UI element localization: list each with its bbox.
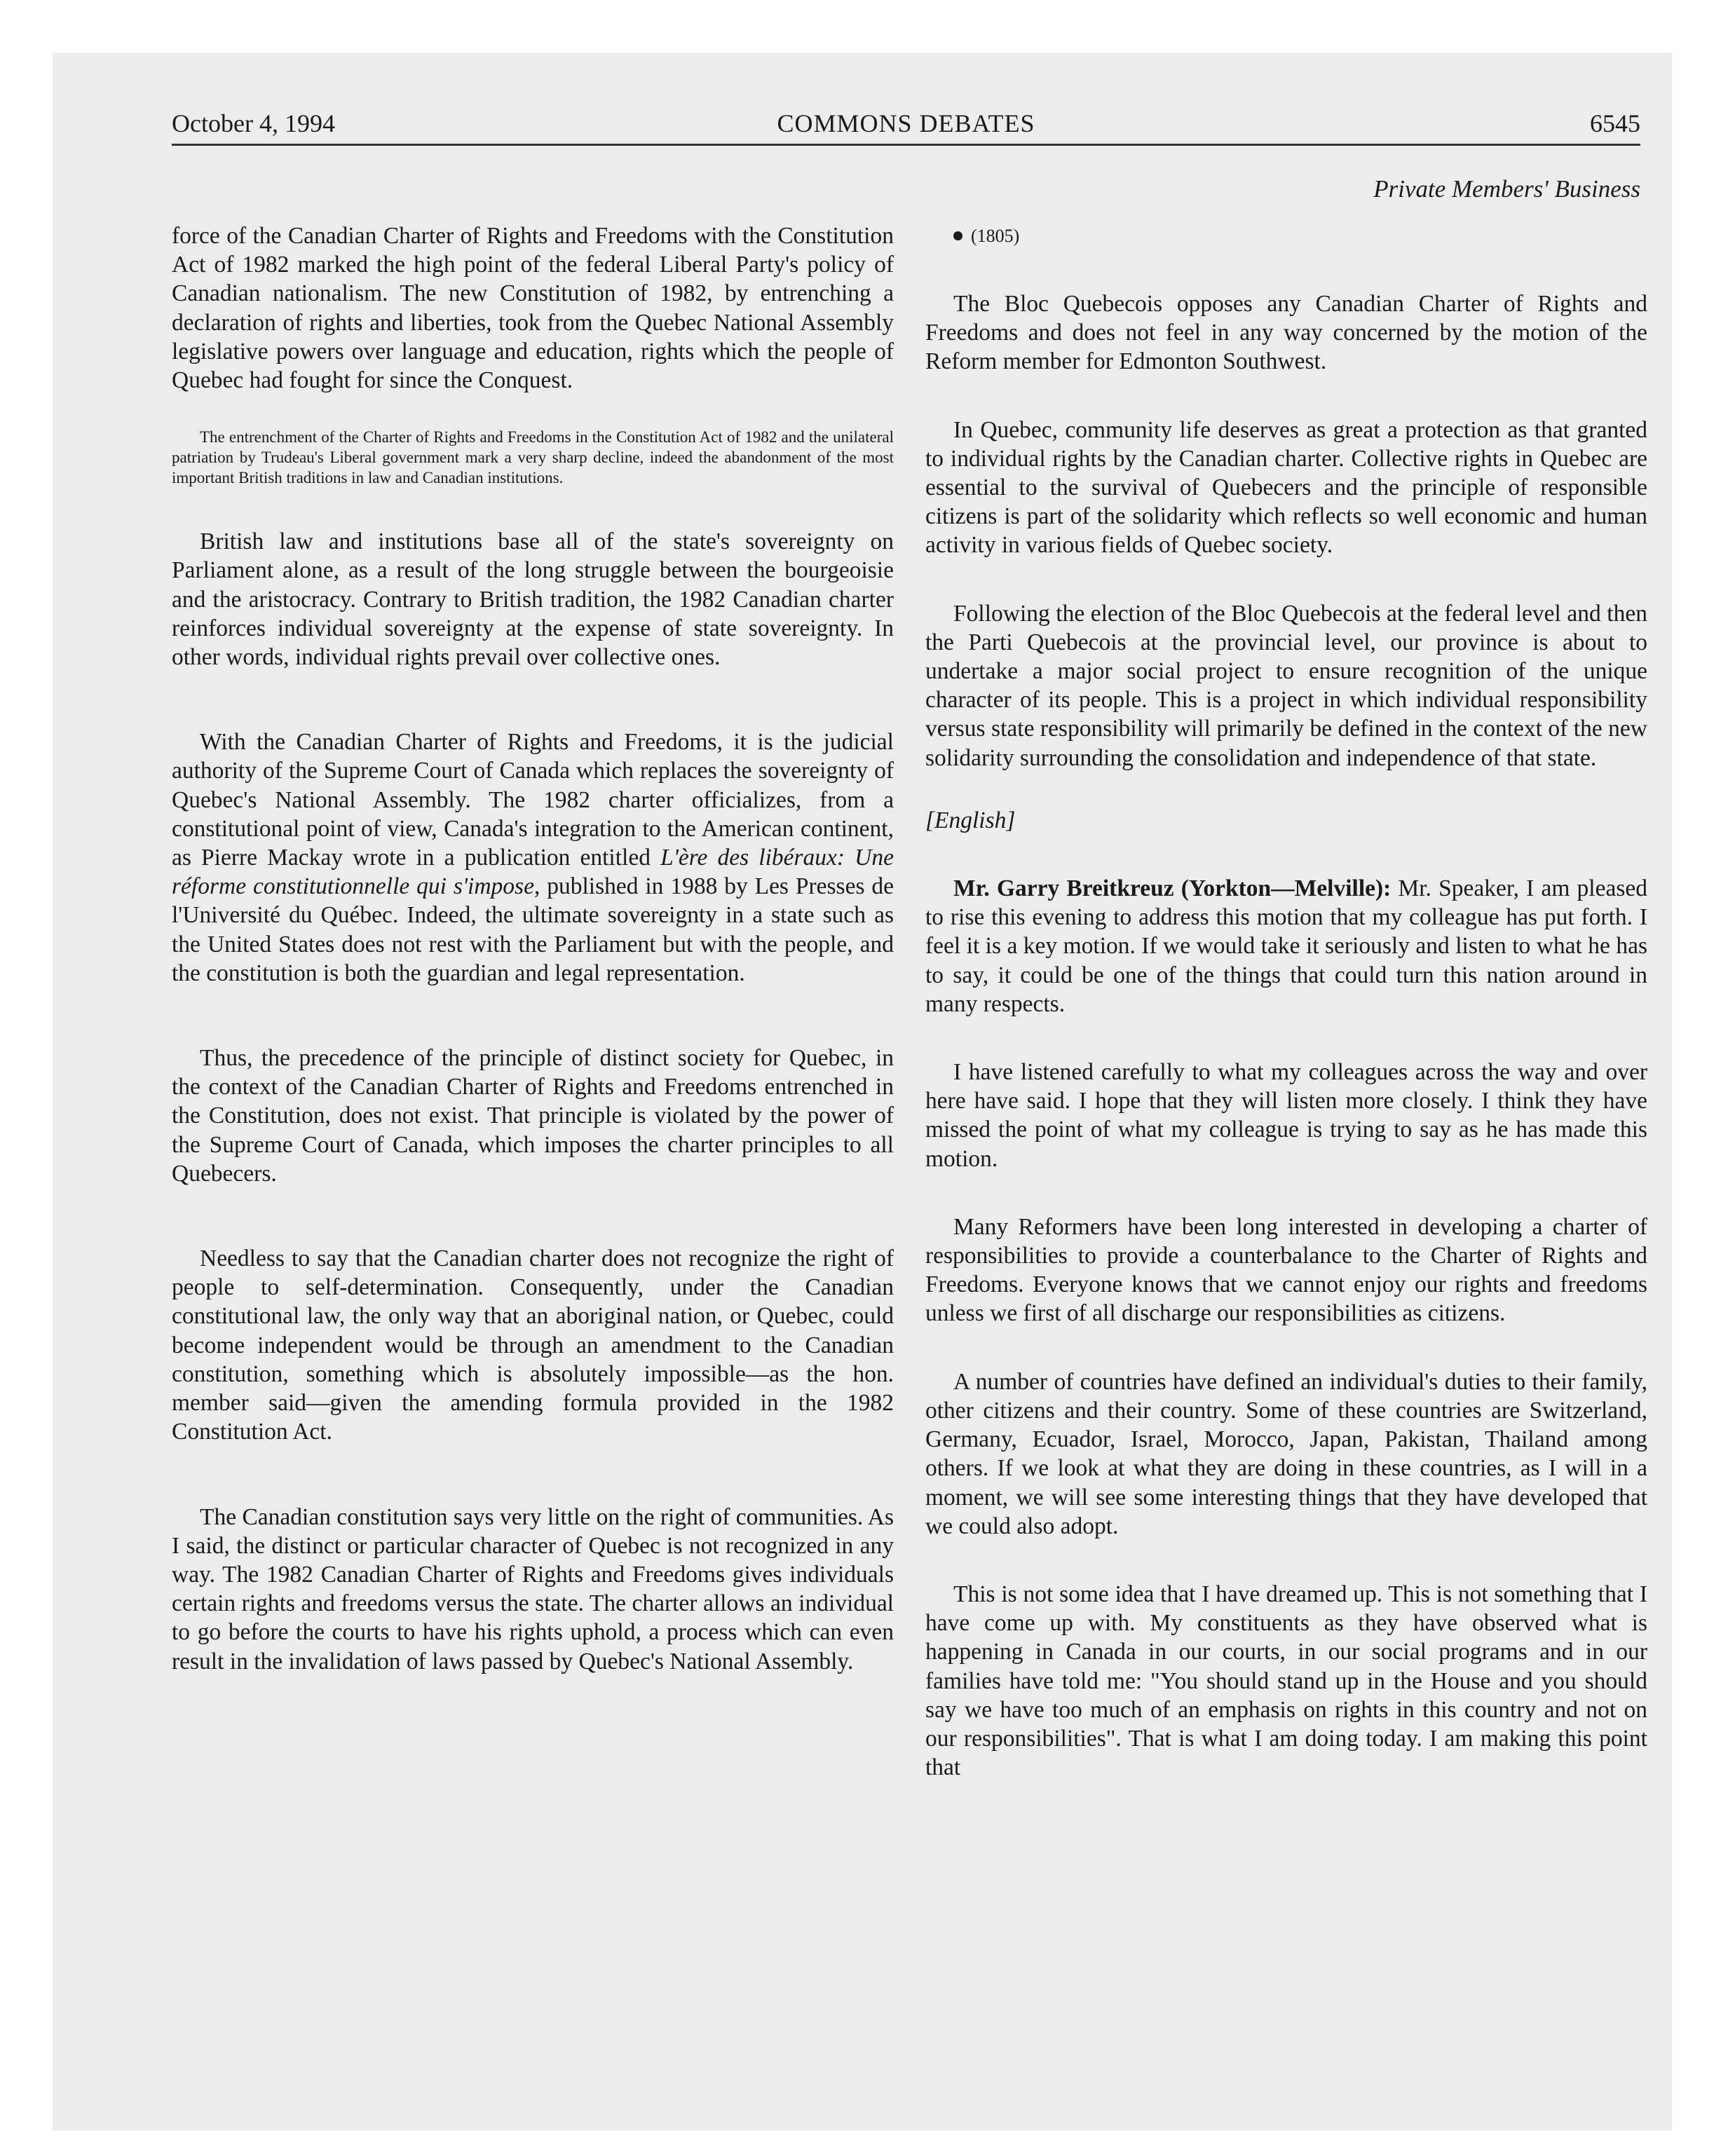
paragraph: Many Reformers have been long interested in developing a charter of responsibilities to provide a counterbalance to the Charter of Rights and Freedoms. Everyone knows that we cannot enjoy our rights and freedoms unless we first of all discharge our responsibilities as citizens. (925, 1213, 1647, 1327)
paragraph: Thus, the precedence of the principle of distinct society for Quebec, in the context of the Canadian Charter of Rights and Freedoms entrenched in the Constitution, does not exist. That principle is violated by the power of the Supreme Court of Canada, which imposes the charter principles to all Quebecers. (172, 1045, 894, 1187)
paragraph: British law and institutions base all of the state's sovereignty on Parliament alone, as a result of the long struggle between the bourgeoisie and the aristocracy. Contrary to British tradition, the 1982 Canadian charter reinforces individual sovereignty at the expense of state sovereignty. In other words, individual rights prevail over collective ones. (172, 528, 894, 671)
speaker-name: Mr. Garry Breitkreuz (Yorkton—Melville): (953, 875, 1392, 902)
paragraph (172, 728, 894, 988)
publication-title: COMMONS DEBATES (777, 109, 1035, 137)
paragraph: This is not some idea that I have dreamed up. This is not something that I have come up with. My constituents as they have observed what is happening in Canada in our courts, in our social programs and in our families have told me: "You should stand up in the House and you should say we have too much of an emphasis on rights in this country and not on our responsibilities". That is what I am doing today. I am making this point that (925, 1581, 1647, 1781)
header-date: October 4, 1994 (172, 109, 335, 137)
publication-title-italic: L'ère des libéraux: Une réforme constitutionnelle qui s'impose (172, 845, 894, 900)
small-type-paragraph: The entrenchment of the Charter of Rights and Freedoms in the Constitution Act of 1982 and the unilateral patriation by Trudeau's Liberal government mark a very sharp decline, indeed the abandonment of the most important British traditions in law and Canadian institutions. (172, 428, 894, 487)
bullet-icon (953, 231, 962, 240)
paragraph-text: With the Canadian Charter of Rights and Freedoms, it is the judicial authority of the Supreme Court of Canada which replaces the sovereignty of Quebec's National Assembly. The 1982 charter officializes, from a constitutional point of view, Canada's integration to the American continent, as Pierre Mackay wrote in a publication entitled (172, 729, 894, 871)
paragraph-text: , published in 1988 by Les Presses de l'Université du Québec. Indeed, the ultimate sovereignty in a state such as the United States does not rest with the Parliament but with the people, and the constitution is both the guardian and legal representation. (172, 873, 894, 986)
paragraph: Following the election of the Bloc Quebecois at the federal level and then the Parti Quebecois at the provincial level, our province is about to undertake a major social project to ensure recognition of the unique character of its people. This is a project in which individual responsibility versus state responsibility will primarily be defined in the context of the new solidarity surrounding the consolidation and independence of that state. (925, 600, 1647, 771)
page-number: 6545 (1590, 109, 1640, 137)
right-column (925, 221, 1647, 1782)
paragraph: In Quebec, community life deserves as great a protection as that granted to individual rights by the Canadian charter. Collective rights in Quebec are essential to the survival of Quebecers and the principle of responsible citizens is part of the solidarity which reflects so well economic and human activity in various fields of Quebec society. (925, 416, 1647, 559)
paragraph: The Canadian constitution says very little on the right of communities. As I said, the distinct or particular character of Quebec is not recognized in any way. The 1982 Canadian Charter of Rights and Freedoms gives individuals certain rights and freedoms versus the state. The charter allows an individual to go before the courts to have his rights uphold, a process which can even result in the invalidation of laws passed by Quebec's National Assembly. (172, 1503, 894, 1674)
header-rule (172, 144, 1640, 146)
paragraph: force of the Canadian Charter of Rights and Freedoms with the Constitution Act of 1982 marked the high point of the federal Liberal Party's policy of Canadian nationalism. The new Constitution of 1982, by entrenching a declaration of rights and liberties, took from the Quebec National Assembly legislative powers over language and education, rights which the people of Quebec had fought for since the Conquest. (172, 223, 894, 394)
paragraph: Needless to say that the Canadian charter does not recognize the right of people to self-determination. Consequently, under the Canadian constitutional law, the only way that an aboriginal nation, or Quebec, could become independent would be through an amendment to the Canadian constitution, something which is absolutely impossible—as the hon. member said—given the amending formula provided in the 1982 Constitution Act. (172, 1246, 894, 1445)
section-label: Private Members' Business (1373, 175, 1640, 203)
paragraph: A number of countries have defined an individual's duties to their family, other citizens and their country. Some of these countries are Switzerland, Germany, Ecuador, Israel, Morocco, Japan, Pakistan, Thailand among others. If we look at what they are doing in these countries, as I will in a moment, we will see some interesting things that they have developed that we could also adopt. (925, 1368, 1647, 1539)
left-column (172, 221, 894, 1676)
paragraph (925, 874, 1647, 1018)
timestamp-text: (1805) (971, 226, 1020, 246)
paragraph-text: Mr. Speaker, I am pleased to rise this evening to address this motion that my colleague has put forth. I feel it is a key motion. If we would take it seriously and listen to what he has to say, it could be one of the things that could turn this nation around in many respects. (925, 875, 1647, 1017)
paragraph: The Bloc Quebecois opposes any Canadian Charter of Rights and Freedoms and does not feel in any way concerned by the motion of the Reform member for Edmonton Southwest. (925, 291, 1647, 375)
language-marker: [English] (925, 807, 1016, 833)
timestamp (925, 221, 1647, 250)
running-header (172, 105, 1640, 142)
paragraph: I have listened carefully to what my colleagues across the way and over here have said. I hope that they will listen more closely. I think they have missed the point of what my colleague is trying to say as he has made this motion. (925, 1059, 1647, 1172)
